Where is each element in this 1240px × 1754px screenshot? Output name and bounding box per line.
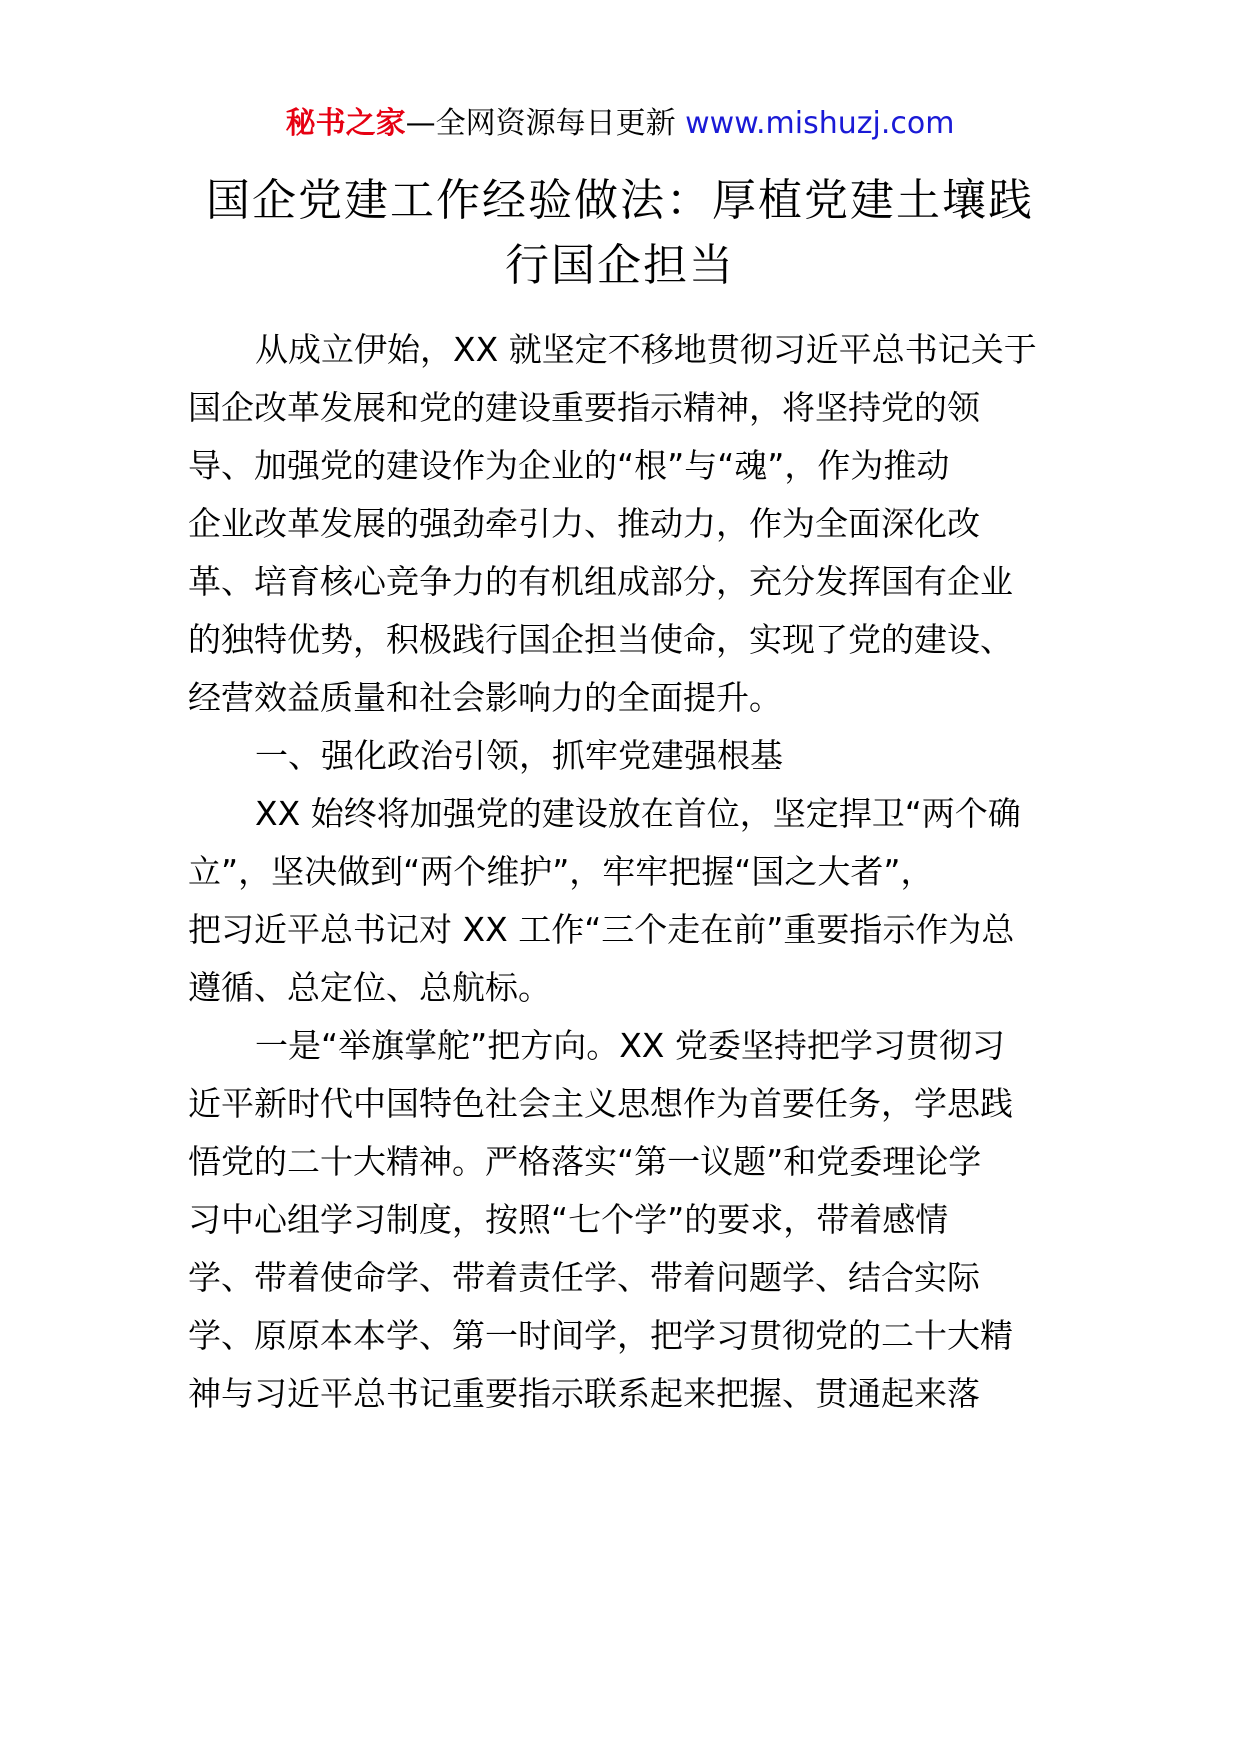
paragraph-line: 革、培育核心竞争力的有机组成部分，充分发挥国有企业 bbox=[188, 562, 1013, 601]
paragraph-line: 企业改革发展的强劲牵引力、推动力，作为全面深化改 bbox=[188, 504, 980, 543]
paragraph-line: 神与习近平总书记重要指示联系起来把握、贯通起来落 bbox=[188, 1374, 980, 1413]
paragraph-line: 国企改革发展和党的建设重要指示精神，将坚持党的领 bbox=[188, 388, 980, 427]
document-title bbox=[120, 168, 1120, 298]
paragraph-line: 从成立伊始，XX 就坚定不移地贯彻习近平总书记关于 bbox=[255, 330, 1037, 369]
paragraph-line: 习中心组学习制度，按照“七个学”的要求，带着感情 bbox=[188, 1200, 949, 1239]
paragraph-line: 悟党的二十大精神。严格落实“第一议题”和党委理论学 bbox=[188, 1142, 982, 1181]
paragraph-line: 一是“举旗掌舵”把方向。XX 党委坚持把学习贯彻习 bbox=[255, 1026, 1005, 1065]
title-line-1: 国企党建工作经验做法：厚植党建土壤践 bbox=[206, 175, 1034, 226]
header-tagline: —全网资源每日更新 bbox=[405, 106, 676, 141]
paragraph-line: 近平新时代中国特色社会主义思想作为首要任务，学思践 bbox=[188, 1084, 1013, 1123]
paragraph-line: 立”，坚决做到“两个维护”，牢牢把握“国之大者”， bbox=[188, 852, 934, 891]
paragraph-line: 学、带着使命学、带着责任学、带着问题学、结合实际 bbox=[188, 1258, 980, 1297]
paragraph-line: 把习近平总书记对 XX 工作“三个走在前”重要指示作为总 bbox=[188, 910, 1015, 949]
paragraph-line: 的独特优势，积极践行国企担当使命，实现了党的建设、 bbox=[188, 620, 1013, 659]
section-heading: 一、强化政治引领，抓牢党建强根基 bbox=[255, 736, 783, 775]
site-header bbox=[0, 104, 1240, 144]
site-url-link[interactable]: www.mishuzj.com bbox=[685, 106, 955, 141]
paragraph-line: 经营效益质量和社会影响力的全面提升。 bbox=[188, 678, 782, 717]
paragraph-line: 遵循、总定位、总航标。 bbox=[188, 968, 551, 1007]
brand-name: 秘书之家 bbox=[285, 106, 406, 141]
paragraph-line: 学、原原本本学、第一时间学，把学习贯彻党的二十大精 bbox=[188, 1316, 1013, 1355]
title-line-2: 行国企担当 bbox=[505, 240, 735, 291]
paragraph-line: XX 始终将加强党的建设放在首位，坚定捍卫“两个确 bbox=[255, 794, 1021, 833]
paragraph-line: 导、加强党的建设作为企业的“根”与“魂”，作为推动 bbox=[188, 446, 950, 485]
